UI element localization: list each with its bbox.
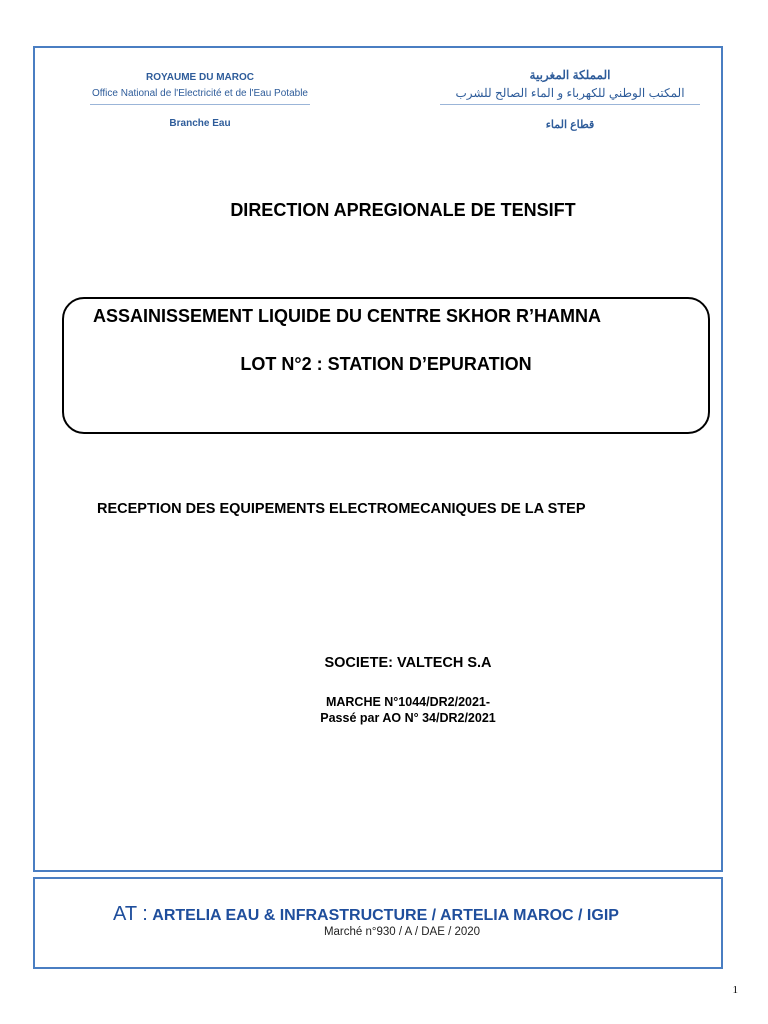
header-right-divider: [440, 104, 700, 105]
project-title: ASSAINISSEMENT LIQUIDE DU CENTRE SKHOR R’HAMNA: [93, 306, 602, 326]
at-prefix: AT :: [113, 903, 148, 925]
header-branch-ar: قطاع الماء: [545, 119, 595, 131]
project-lot: LOT N°2 : STATION D’EPURATION: [240, 354, 532, 374]
at-companies: ARTELIA EAU & INFRASTRUCTURE / ARTELIA MAROC / IGIP: [152, 907, 619, 924]
header-office-ar: المكتب الوطني للكهرباء و الماء الصالح للشرب: [455, 86, 685, 100]
page-frame-top: [33, 46, 723, 872]
header-left-logo-block: [90, 72, 310, 129]
header-kingdom-fr: ROYAUME DU MAROC: [146, 72, 254, 83]
header-kingdom-ar: المملكة المغربية: [529, 68, 611, 82]
footer-contract-number: Marché n°930 / A / DAE / 2020: [323, 926, 481, 938]
company-name: SOCIETE: VALTECH S.A: [324, 655, 492, 671]
header-office-fr: Office National de l'Electricité et de l'Eau Potable: [92, 88, 308, 99]
direction-heading: DIRECTION APREGIONALE DE TENSIFT: [230, 200, 576, 220]
tender-reference: Passé par AO N° 34/DR2/2021: [320, 711, 496, 725]
header-right-logo-block: [440, 68, 700, 131]
reception-heading: RECEPTION DES EQUIPEMENTS ELECTROMECANIQUES DE LA STEP: [97, 501, 586, 517]
header-left-divider: [90, 104, 310, 105]
page-number: 1: [732, 984, 738, 996]
technical-assistance-line: [113, 903, 619, 926]
header-branch-fr: Branche Eau: [169, 118, 231, 129]
contract-number: MARCHE N°1044/DR2/2021-: [325, 695, 491, 709]
